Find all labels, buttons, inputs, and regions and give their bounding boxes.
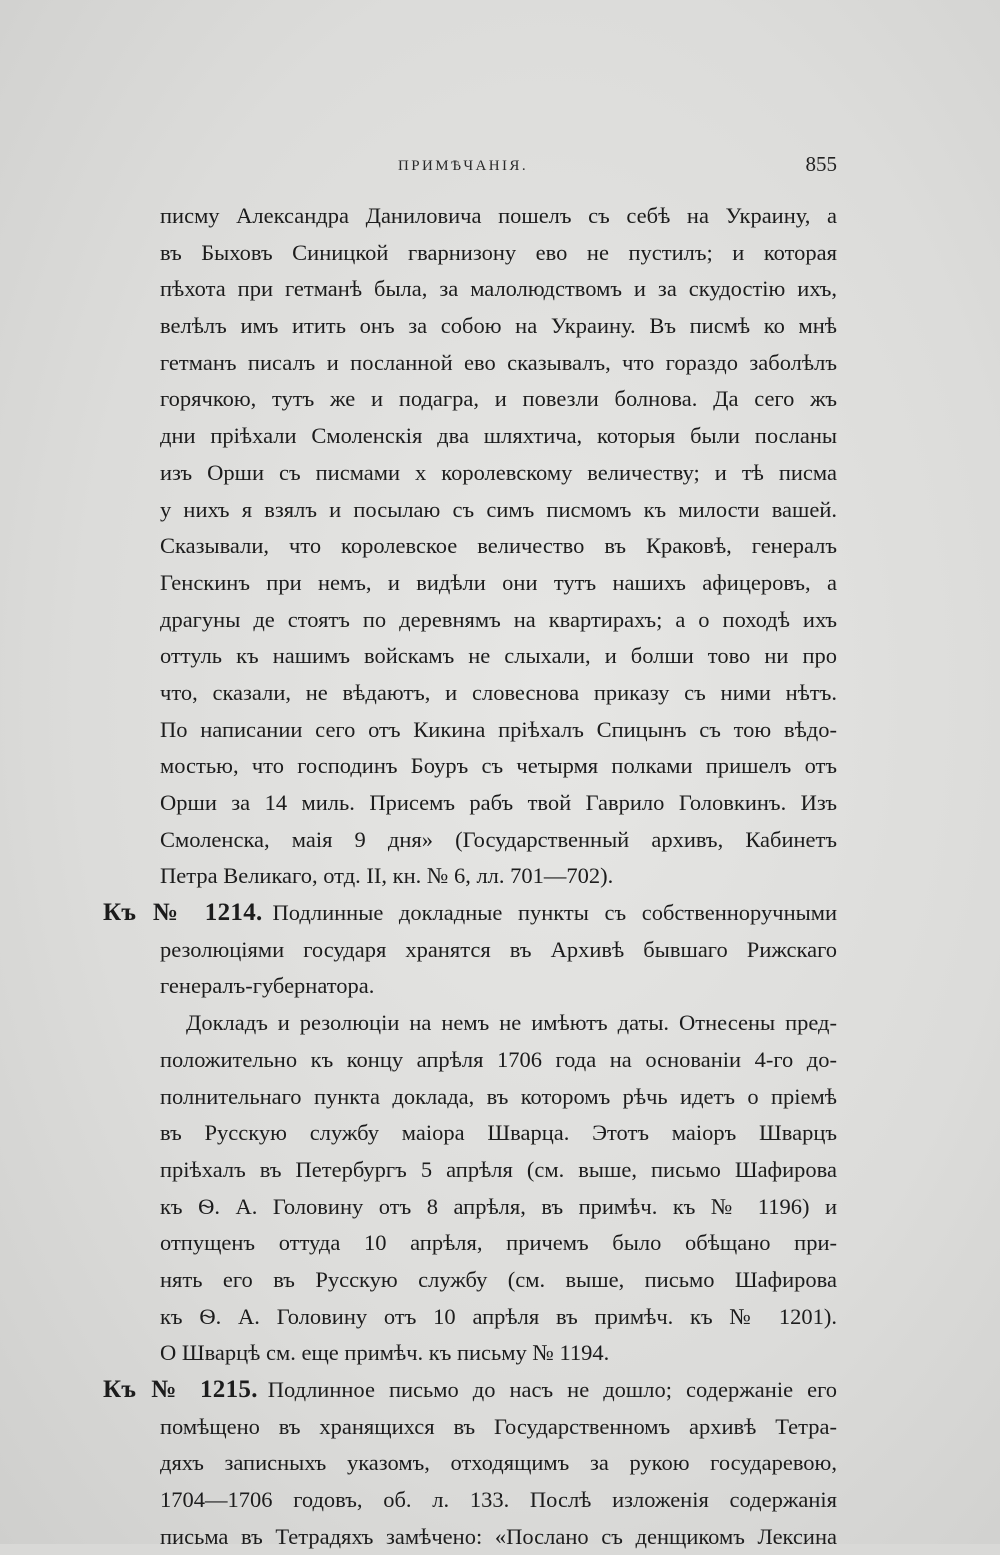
text-line: Генскинъ при немъ, и видѣли они тутъ нашихъ афицеровъ, а [160,569,837,595]
text-line: гетманъ писалъ и посланной ево сказывалъ, что гораздо заболѣлъ [160,349,837,375]
text-line: у нихъ я взялъ и посылаю съ симъ писмомъ къ милости вашей. [160,496,837,522]
page-body [103,198,837,1555]
text-line: въ Русскую службу маіора Шварца. Этотъ маіоръ Шварцъ [160,1120,837,1146]
text-line: письма въ Тетрадяхъ замѣчено: «Послано съ денщикомъ Лексина [160,1523,837,1549]
text-line: что, сказали, не вѣдаютъ, и словеснова приказу съ ними нѣтъ. [160,679,837,705]
text-line: дяхъ записныхъ указомъ, отходящимъ за рукою государевою, [160,1450,837,1476]
text-line: мостью, что господинъ Боуръ съ четырмя полками пришелъ отъ [160,753,837,779]
text-line: пріѣхалъ въ Петербургъ 5 апрѣля (см. выше, письмо Шафирова [160,1156,837,1182]
running-head [160,152,837,184]
text-line: пѣхота при гетманѣ была, за малолюдствомъ и за скудостію ихъ, [160,276,837,302]
text-line: драгуны де стоятъ по деревнямъ на квартирахъ; а о походѣ ихъ [160,606,837,632]
text-line: Докладъ и резолюціи на немъ не имѣютъ даты. Отнесены пред- [186,1010,837,1036]
page-number: 855 [805,152,837,176]
text-line: О Шварцѣ см. еще примѣч. къ письму № 1194. [160,1340,610,1366]
text-line: отпущенъ оттуда 10 апрѣля, причемъ было обѣщано при- [160,1230,837,1256]
text-span: Подлинное письмо до насъ не дошло; содержаніе его [267,1377,837,1402]
text-line: дни пріѣхали Смоленскія два шляхтича, которыя были посланы [160,423,837,449]
note-first-line [103,895,837,932]
text-line: полнительнаго пункта доклада, въ которомъ рѣчь идетъ о пріемѣ [160,1083,837,1109]
text-line: По написании сего отъ Кикина пріѣхалъ Спицынъ съ тою вѣдо- [160,716,837,742]
text-line: генералъ-губернатора. [160,973,375,999]
text-line: Петра Великаго, отд. II, кн. № 6, лл. 701—702). [160,863,614,889]
text-span: Подлинные докладные пункты съ собственноручными [272,900,837,926]
note-reference: Къ № 1214. [103,899,263,927]
text-line: резолюціями государя хранятся въ Архивѣ бывшаго Рижскаго [160,936,837,962]
text-line: къ Ѳ. А. Головину отъ 8 апрѣля, въ примѣч. къ № 1196) и [160,1193,837,1219]
text-line: оттуль къ нашимъ войскамъ не слыхали, и болши тово ни про [160,643,837,669]
paragraph-1214-details [160,1005,837,1372]
note-reference: Къ № 1215. [103,1376,258,1403]
text-line: нять его въ Русскую службу (см. выше, письмо Шафирова [160,1266,837,1292]
text-line: въ Быховъ Синицкой гварнизону ево не пустилъ; и которая [160,239,837,265]
note-1214 [103,895,837,1005]
note-first-line [103,1372,837,1409]
text-line: изъ Орши съ писмами х королевскому величеству; и тѣ писма [160,459,837,485]
text-line: положительно къ концу апрѣля 1706 года на основаніи 4-го до- [160,1046,837,1072]
text-line: горячкою, тутъ же и подагра, и повезли болнова. Да сего жъ [160,386,837,412]
text-line: 1704—1706 годовъ, об. л. 133. Послѣ изложенія содержанія [160,1487,837,1513]
text-line: помѣщено въ хранящихся въ Государственномъ архивѣ Тетра- [160,1413,837,1439]
note-1215 [103,1372,837,1555]
text-line: Орши за 14 миль. Присемъ рабъ твой Гаврило Головкинъ. Изъ [160,790,837,815]
running-title: ПРИМѢЧАНІЯ. [398,158,528,174]
text-line: писму Александра Даниловича пошелъ съ себѣ на Украину, а [160,203,837,228]
text-line: Смоленска, маія 9 дня» (Государственный архивъ, Кабинетъ [160,826,837,852]
text-line: велѣлъ имъ итить онъ за собою на Украину. Въ писмѣ ко мнѣ [160,313,837,339]
paragraph-letter-continuation [160,198,837,895]
text-line: Сказывали, что королевское величество въ Краковѣ, генералъ [160,533,837,559]
text-line: къ Ѳ. А. Головину отъ 10 апрѣля въ примѣч. къ № 1201). [160,1303,837,1329]
